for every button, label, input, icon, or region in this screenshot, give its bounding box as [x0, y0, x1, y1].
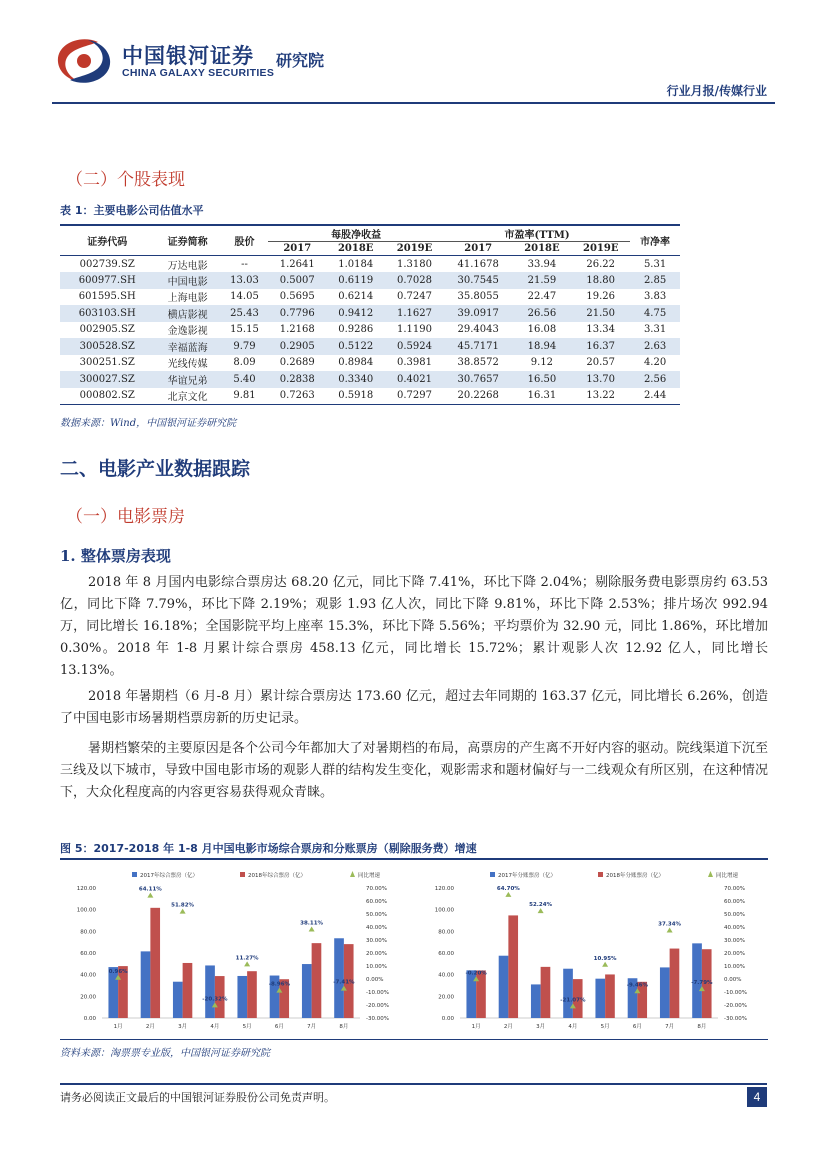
figure-caption: 图 5：2017-2018 年 1-8 月中国电影市场综合票房和分账票房（剔除服务费）增速	[60, 842, 477, 855]
table-cell: 0.7796	[268, 305, 326, 322]
y-tick-label: 100.00	[434, 907, 454, 914]
table-cell: 9.12	[530, 357, 554, 369]
company-name-en: CHINA GALAXY SECURITIES	[122, 67, 275, 79]
y2-tick-label: 20.00%	[366, 951, 387, 957]
table-cell: 18.94	[513, 338, 572, 355]
y-tick-label: 80.00	[438, 929, 454, 936]
table-cell: 上海电影	[167, 293, 208, 305]
growth-data-label: 52.24%	[529, 902, 553, 909]
table-cell: 35.8055	[457, 291, 499, 303]
x-tick-label: 8月	[339, 1024, 349, 1030]
growth-marker	[538, 908, 544, 913]
x-tick-label: 2月	[503, 1024, 513, 1030]
y2-tick-label: 40.00%	[366, 925, 387, 931]
table-cell: 29.4043	[457, 324, 499, 336]
x-tick-label: 7月	[307, 1024, 317, 1030]
table-cell: 0.7297	[397, 390, 433, 401]
table-cell: 21.59	[513, 272, 572, 289]
table-row	[60, 388, 680, 405]
table-cell: 4.75	[630, 305, 680, 322]
growth-marker	[147, 893, 153, 898]
table-source: 数据来源：Wind，中国银河证券研究院	[60, 418, 237, 429]
bar-2017	[595, 979, 605, 1018]
table-cell: 万达电影	[167, 260, 208, 272]
table-cell: 19.26	[586, 291, 616, 303]
th-pe-2019: 2019E	[571, 242, 630, 256]
table-cell: 横店影视	[154, 305, 220, 322]
table-cell: 603103.SH	[60, 305, 154, 322]
y-tick-label: 40.00	[80, 972, 96, 979]
x-tick-label: 5月	[242, 1024, 252, 1030]
bar-2017	[141, 951, 151, 1018]
table-row	[60, 338, 680, 355]
bar-2017	[334, 938, 344, 1018]
table-cell: 1.0184	[338, 258, 374, 270]
y2-tick-label: -20.00%	[366, 1003, 389, 1009]
y-tick-label: 0.00	[83, 1016, 96, 1022]
x-tick-label: 4月	[210, 1024, 220, 1030]
table-cell: 0.5695	[279, 291, 315, 303]
y-tick-label: 40.00	[438, 972, 454, 979]
table-cell: 25.43	[221, 305, 269, 322]
table-cell: 3.31	[643, 324, 667, 336]
y-tick-label: 100.00	[76, 907, 96, 914]
th-pe-2018: 2018E	[513, 242, 572, 256]
legend-label: 2017年综合票房（亿）	[140, 873, 198, 879]
table-cell: 21.50	[571, 305, 630, 322]
table-cell: 0.7028	[385, 272, 444, 289]
bar-2017	[173, 982, 183, 1018]
figure-box	[60, 858, 768, 1040]
table-cell: 14.05	[230, 291, 259, 303]
footer-disclaimer: 请务必阅读正文最后的中国银河证券股份公司免责声明。	[60, 1091, 335, 1104]
th-eps: 每股净收益	[331, 230, 382, 241]
growth-data-label: 10.95%	[593, 955, 617, 962]
x-tick-label: 6月	[274, 1024, 284, 1030]
table-cell: 0.2838	[268, 371, 326, 388]
y-tick-label: 120.00	[76, 886, 96, 892]
th-price: 股价	[234, 237, 255, 248]
y2-tick-label: 70.00%	[366, 886, 387, 892]
table-cell: 39.0917	[444, 305, 513, 322]
table-cell: 15.15	[230, 324, 259, 336]
th-eps-2017: 2017	[268, 242, 326, 256]
table-cell: 华谊兄弟	[154, 371, 220, 388]
table-cell: 18.80	[571, 272, 630, 289]
x-tick-label: 8月	[697, 1024, 707, 1030]
legend-swatch	[598, 872, 603, 877]
table-cell: 光线传媒	[167, 359, 208, 371]
bar-2017	[660, 967, 670, 1018]
table-row	[60, 305, 680, 322]
table-cell: 13.22	[586, 390, 616, 401]
paragraph-summer-season: 2018 年暑期档（6 月-8 月）累计综合票房达 173.60 亿元，超过去年同期的 163.37 亿元，同比增长 6.26%，创造了中国电影市场暑期档票房新的历史记录。	[60, 689, 768, 726]
table-cell: 0.5007	[268, 272, 326, 289]
y2-tick-label: 40.00%	[724, 925, 745, 931]
legend-swatch	[240, 872, 245, 877]
y2-tick-label: -30.00%	[366, 1016, 389, 1022]
growth-marker	[505, 892, 511, 897]
bar-2017	[499, 956, 509, 1018]
x-tick-label: 5月	[600, 1024, 610, 1030]
figure-source: 资料来源：淘票票专业版，中国银河证券研究院	[60, 1048, 270, 1059]
bar-2017	[237, 976, 247, 1018]
growth-data-label: -9.46%	[626, 982, 649, 989]
galaxy-logo-icon	[52, 36, 116, 86]
table-cell: 8.09	[233, 357, 256, 369]
th-pe-2017: 2017	[444, 242, 513, 256]
growth-data-label: 64.11%	[138, 886, 162, 893]
bar-2018	[183, 963, 193, 1018]
table-cell: 16.08	[527, 324, 557, 336]
y2-tick-label: 20.00%	[724, 951, 745, 957]
bar-2018	[312, 943, 322, 1018]
table-cell: 金逸影视	[167, 326, 208, 338]
bar-2018	[247, 971, 257, 1018]
legend-label: 同比增速	[358, 873, 381, 879]
table-cell: 2.44	[643, 390, 667, 401]
growth-data-label: 38.11%	[300, 920, 324, 927]
table-cell: 1.2641	[279, 258, 315, 270]
y-tick-label: 0.00	[441, 1016, 454, 1022]
table-cell: 中国电影	[154, 272, 220, 289]
growth-data-label: -20.32%	[202, 996, 228, 1003]
table-cell: 002905.SZ	[79, 324, 135, 336]
table-cell: 5.40	[221, 371, 269, 388]
chart-total-boxoffice	[60, 862, 410, 1040]
growth-marker	[602, 962, 608, 967]
growth-marker	[244, 961, 250, 966]
legend-swatch-triangle	[708, 871, 713, 877]
th-name: 证券简称	[167, 237, 208, 248]
growth-marker	[309, 926, 315, 931]
growth-data-label: 11.27%	[235, 955, 259, 962]
table-cell: 002739.SZ	[79, 258, 135, 270]
table-cell: 2.85	[630, 272, 680, 289]
y2-tick-label: 60.00%	[724, 899, 745, 905]
table-cell: 1.3180	[397, 258, 433, 270]
footer-divider	[60, 1083, 767, 1085]
legend-label: 2018年综合票房（亿）	[248, 873, 306, 879]
table-cell: 600977.SH	[60, 272, 154, 289]
growth-data-label: -8.96%	[268, 981, 291, 988]
table-caption: 表 1：主要电影公司估值水平	[60, 204, 204, 217]
table-cell: 0.8984	[338, 357, 374, 369]
table-cell: 0.4021	[385, 371, 444, 388]
x-tick-label: 4月	[568, 1024, 578, 1030]
growth-data-label: -21.07%	[560, 997, 586, 1004]
growth-data-label: 51.82%	[171, 902, 195, 909]
table-row	[60, 355, 680, 372]
th-pb: 市净率	[640, 237, 671, 248]
table-cell: 000802.SZ	[79, 390, 135, 401]
x-tick-label: 1月	[471, 1024, 481, 1030]
th-eps-2018: 2018E	[326, 242, 385, 256]
x-tick-label: 6月	[632, 1024, 642, 1030]
legend-label: 2017年分账票房（亿）	[498, 873, 556, 879]
table-cell: 0.7247	[397, 291, 433, 303]
table-cell: 1.1627	[385, 305, 444, 322]
table-cell: 0.2905	[268, 338, 326, 355]
y2-tick-label: 30.00%	[724, 938, 745, 944]
table-cell: 0.5122	[326, 338, 385, 355]
table-cell: 1.2168	[279, 324, 315, 336]
table-cell: 300027.SZ	[60, 371, 154, 388]
table-cell: 20.2268	[457, 390, 499, 401]
y2-tick-label: 50.00%	[366, 912, 387, 918]
growth-data-label: -0.20%	[465, 970, 487, 977]
y-tick-label: 60.00	[80, 951, 96, 957]
th-pe: 市盈率(TTM)	[504, 230, 570, 241]
legend-label: 同比增速	[716, 873, 739, 879]
table-row	[60, 289, 680, 306]
table-cell: 1.1190	[397, 324, 433, 336]
legend-swatch-triangle	[350, 871, 355, 877]
paragraph-august-boxoffice: 2018 年 8 月国内电影综合票房达 68.20 亿元，同比下降 7.41%，环比下降 2.04%；剔除服务费电影票房约 63.53 亿，同比下降 7.79%，环比下降 2.19%；观影 1.93 亿人次，同比下降 9.81%，环比下降 2.53%；排片场次 992.94 万，同比增长 16.18%；全国影院平均上座率 15.3%，环比下降 5.56%；平均票价为 32.90 元，同比 1.86%，环比增加 0.30%。2018 年 1-8 月累计综合票房 458.13 亿元，同比增长 15.72%；累计观影人次 12.92 亿人，同比增长 13.13%。	[60, 575, 768, 678]
legend-swatch	[132, 872, 137, 877]
growth-marker	[180, 909, 186, 914]
table-cell: 2.56	[630, 371, 680, 388]
y2-tick-label: 10.00%	[366, 964, 387, 970]
bar-2018	[150, 908, 160, 1018]
table-cell: 13.70	[571, 371, 630, 388]
bar-2017	[531, 984, 541, 1018]
table-cell: 0.9286	[338, 324, 374, 336]
table-cell: 16.31	[527, 390, 557, 401]
bar-2017	[563, 969, 573, 1018]
growth-marker	[667, 927, 673, 932]
table-cell: 9.81	[233, 390, 256, 401]
legend-swatch	[490, 872, 495, 877]
report-tag: 行业月报/传媒行业	[666, 84, 767, 98]
table-cell: 16.37	[571, 338, 630, 355]
table-cell: 26.22	[586, 258, 616, 270]
table-cell: 0.5918	[338, 390, 374, 401]
x-tick-label: 7月	[665, 1024, 675, 1030]
th-eps-2019: 2019E	[385, 242, 444, 256]
th-code: 证券代码	[87, 237, 128, 248]
table-cell: 北京文化	[167, 392, 208, 403]
y2-tick-label: 60.00%	[366, 899, 387, 905]
y2-tick-label: -20.00%	[724, 1003, 747, 1009]
y2-tick-label: 50.00%	[724, 912, 745, 918]
y2-tick-label: -30.00%	[724, 1016, 747, 1022]
bar-2017	[205, 965, 215, 1018]
y2-tick-label: -10.00%	[724, 990, 747, 996]
y2-tick-label: 10.00%	[724, 964, 745, 970]
table-cell: 30.7545	[444, 272, 513, 289]
table-cell: 13.03	[221, 272, 269, 289]
x-tick-label: 2月	[145, 1024, 155, 1030]
y-tick-label: 20.00	[438, 994, 454, 1001]
table-cell: 5.31	[643, 258, 667, 270]
table-cell: 0.7263	[279, 390, 315, 401]
table-row	[60, 272, 680, 289]
y-tick-label: 80.00	[80, 929, 96, 936]
table-cell: 0.9412	[326, 305, 385, 322]
bar-2017	[302, 964, 312, 1018]
page-number: 4	[747, 1087, 767, 1107]
table-cell: 0.2689	[279, 357, 315, 369]
bar-2018	[605, 974, 615, 1018]
page-header	[0, 0, 827, 106]
table-cell: 22.47	[527, 291, 557, 303]
table-cell: 26.56	[513, 305, 572, 322]
table-cell: 300251.SZ	[79, 357, 135, 369]
growth-data-label: 0.96%	[108, 968, 128, 975]
table-cell: --	[241, 258, 248, 270]
bar-2017	[466, 970, 476, 1018]
x-tick-label: 1月	[113, 1024, 123, 1030]
table-cell: 601595.SH	[78, 291, 136, 303]
chart-split-boxoffice	[418, 862, 768, 1040]
table-cell: 20.57	[586, 357, 616, 369]
section-title-stock: （二）个股表现	[66, 170, 185, 190]
institute-name: 研究院	[276, 51, 325, 70]
table-cell: 0.3981	[397, 357, 433, 369]
table-cell: 30.7657	[444, 371, 513, 388]
table-cell: 9.79	[221, 338, 269, 355]
legend-label: 2018年分账票房（亿）	[606, 873, 664, 879]
table-cell: 2.63	[630, 338, 680, 355]
y2-tick-label: 70.00%	[724, 886, 745, 892]
table-cell: 幸福蓝海	[154, 338, 220, 355]
table-cell: 16.50	[513, 371, 572, 388]
bar-2018	[541, 967, 551, 1018]
bar-2018	[476, 970, 486, 1018]
paragraph-reasons: 暑期档繁荣的主要原因是各个公司今年都加大了对暑期档的布局，高票房的产生离不开好内容的驱动。院线渠道下沉至三线及以下城市，导致中国电影市场的观影人群的结构发生变化，观影需求和题材偏好与一二线观众有所区别，在这种情况下，大众化程度高的内容更容易获得观众青睐。	[60, 741, 768, 800]
header-divider	[52, 102, 775, 104]
table-row	[60, 371, 680, 388]
table-row	[60, 256, 680, 273]
bar-2018	[670, 949, 680, 1018]
table-cell: 41.1678	[457, 258, 499, 270]
y-tick-label: 60.00	[438, 951, 454, 957]
table-cell: 300528.SZ	[60, 338, 154, 355]
table-cell: 38.8572	[457, 357, 499, 369]
valuation-table-body	[60, 256, 680, 405]
y-tick-label: 120.00	[434, 886, 454, 892]
growth-data-label: 64.70%	[496, 885, 520, 892]
y-tick-label: 20.00	[80, 994, 96, 1001]
growth-data-label: -7.41%	[333, 979, 355, 986]
table-cell: 0.6214	[338, 291, 374, 303]
y2-tick-label: 0.00%	[724, 977, 742, 983]
x-tick-label: 3月	[178, 1024, 188, 1030]
table-cell: 3.83	[643, 291, 667, 303]
growth-data-label: 37.34%	[658, 921, 682, 928]
y2-tick-label: -10.00%	[366, 990, 389, 996]
table-cell: 33.94	[527, 258, 557, 270]
section-title-industry: 二、电影产业数据跟踪	[60, 458, 251, 480]
table-cell: 4.20	[643, 357, 667, 369]
valuation-table	[60, 224, 680, 405]
table-cell: 13.34	[586, 324, 616, 336]
bar-2018	[508, 915, 518, 1018]
subsection-title-overall: 1. 整体票房表现	[60, 547, 171, 565]
company-name-cn: 中国银河证券	[122, 44, 254, 68]
section-title-boxoffice: （一）电影票房	[66, 507, 185, 527]
y2-tick-label: 0.00%	[366, 977, 384, 983]
table-cell: 0.6119	[326, 272, 385, 289]
table-cell: 0.3340	[326, 371, 385, 388]
x-tick-label: 3月	[536, 1024, 546, 1030]
table-cell: 45.7171	[444, 338, 513, 355]
table-row	[60, 322, 680, 339]
y2-tick-label: 30.00%	[366, 938, 387, 944]
growth-data-label: -7.79%	[691, 980, 713, 987]
table-cell: 0.5924	[385, 338, 444, 355]
